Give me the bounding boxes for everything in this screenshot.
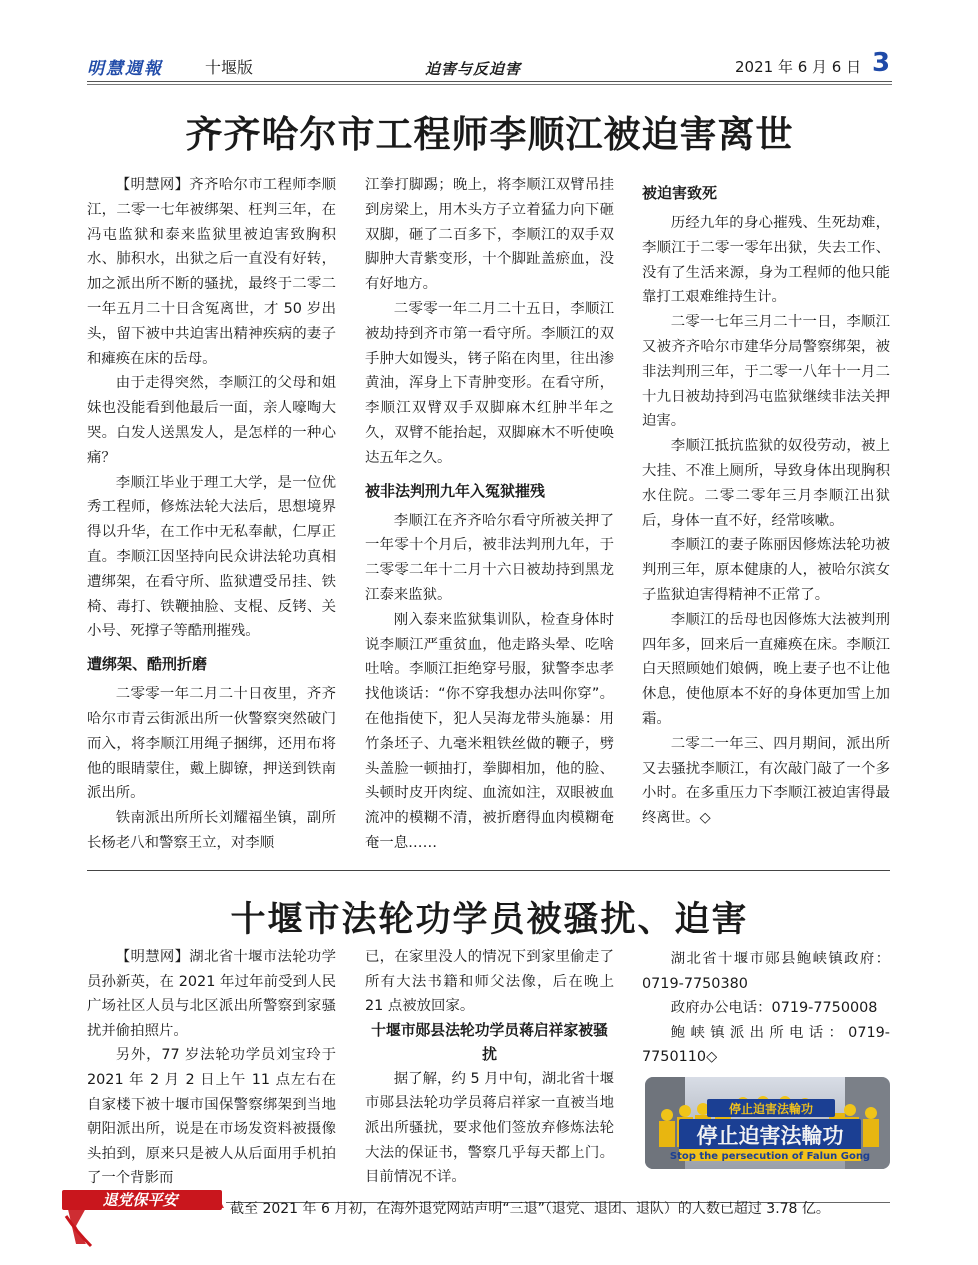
article2-column-1	[87, 945, 336, 1191]
article2-column-3	[642, 947, 890, 1070]
article2-headline: 十堰市法轮功学员被骚扰、迫害	[230, 900, 749, 940]
parade-photo	[645, 1077, 890, 1169]
paragraph: 历经九年的身心摧残、生死劫难，李顺江于二零一零年出狱，失去工作、没有了生活来源，身为工程师的他只能靠打工艰难维持生计。	[642, 215, 890, 306]
paragraph: 二零二一年三、四月期间，派出所又去骚扰李顺江，有次敲门敲了一个多小时。在多重压力下李顺江被迫害得最终离世。◇	[642, 735, 890, 827]
contact-paragraph: 湖北省十堰市郧县鲍峡镇政府：0719-7750380	[642, 951, 890, 992]
header-rule-thin	[87, 84, 892, 85]
subheading: 被非法判刑九年入冤狱摧残	[365, 481, 546, 500]
footer-badge-label: 退党保平安	[102, 1191, 178, 1209]
article1-column-2	[365, 173, 614, 856]
paragraph: 据了解，约 5 月中旬，湖北省十堰市郧县法轮功学员蒋启祥家一直被当地派出所骚扰，要求他们签放弃修炼法轮大法的保证书，警察几乎每天都上门。目前情况不详。	[365, 1070, 614, 1186]
paragraph: 由于走得突然，李顺江的父母和姐妹也没能看到他最后一面，亲人嚎啕大哭。白发人送黑发人，是怎样的一种心痛？	[87, 375, 336, 466]
paragraph: 已，在家里没人的情况下到家里偷走了所有大法书籍和师父法像，后在晚上 21 点被放回家。	[365, 949, 614, 1015]
paragraph: 二零零一年二月二十五日，李顺江被劫持到齐市第一看守所。李顺江的双手肿大如馒头，铐子陷在肉里，往出渗黄油，浑身上下青肿变形。在看守所，李顺江双臂双手双脚麻木红肿半年之久，双臂不能抬起，双脚麻木不听使唤达五年之久。	[365, 300, 614, 466]
page-number: 3	[872, 48, 891, 78]
article2-column-2	[365, 945, 614, 1190]
paragraph: 另外，77 岁法轮功学员刘宝玲于 2021 年 2 月 2 日上午 11 点左右在自家楼下被十堰市国保警察绑架到当地朝阳派出所，说是在市场发资料被摄像头拍到，原来只是被人从后面用手机拍了一个背影而	[87, 1047, 336, 1187]
contact-paragraph: 鲍峡镇派出所电话：0719-7750110◇	[642, 1024, 890, 1066]
article1-column-3	[642, 181, 890, 831]
footer-text: 截至 2021 年 6 月初，在海外退党网站声明“三退”（退党、退团、退队）的人数已超过 3.78 亿。	[230, 1201, 830, 1217]
contact-paragraph: 政府办公电话：0719-7750008	[670, 1000, 878, 1017]
footer-badge	[56, 1186, 231, 1254]
parade-illustration	[645, 1077, 890, 1169]
edition-label: 十堰版	[205, 58, 254, 77]
masthead: 明慧週報	[87, 59, 163, 79]
paragraph: 刚入泰来监狱集训队，检查身体时说李顺江严重贫血，他走路头晕、吃啥吐啥。李顺江拒绝穿号服，狱警李忠孝找他谈话：“你不穿我想办法叫你穿”。在他指使下，犯人吴海龙带头施暴：用竹条坯子、九毫米粗铁丝做的鞭子，劈头盖脸一顿抽打，拳脚相加，他的脸、头顿时皮开肉绽、血流如注，双眼被血流冲的模糊不清，被折磨得血肉模糊奄奄一息……	[365, 611, 614, 851]
paragraph: 二零一七年三月二十一日，李顺江又被齐齐哈尔市建华分局警察绑架，被非法判刑三年，于二零一八年十一月二十九日被劫持到冯屯监狱继续非法关押迫害。	[642, 314, 890, 430]
subheading: 遭绑架、酷刑折磨	[87, 655, 208, 674]
paragraph: 李顺江在齐齐哈尔看守所被关押了一年零十个月后，被非法判刑九年，于二零零二年十二月十六日被劫持到黑龙江泰来监狱。	[365, 512, 614, 603]
paragraph: 【明慧网】湖北省十堰市法轮功学员孙新英，在 2021 年过年前受到人民广场社区人员与北区派出所警察到家骚扰并偷拍照片。	[87, 949, 336, 1039]
paragraph: 李顺江的妻子陈丽因修炼法轮功被判刑三年，原本健康的人，被哈尔滨女子监狱迫害得精神不正常了。	[642, 537, 890, 603]
issue-date: 2021 年 6 月 6 日	[735, 58, 862, 76]
subheading: 十堰市郧县法轮功学员蒋启祥家被骚扰	[371, 1021, 608, 1063]
paragraph: 【明慧网】齐齐哈尔市工程师李顺江，二零一七年被绑架、枉判三年，在冯屯监狱和泰来监狱里被迫害致胸积水、肺积水，出狱之后一直没有好转，加之派出所不断的骚扰，最终于二零二一年五月二十日含冤离世，才 50 岁出头，留下被中共迫害出精神疾病的妻子和瘫痪在床的岳母。	[87, 177, 336, 367]
paragraph: 江拳打脚踢；晚上，将李顺江双臂吊挂到房梁上，用木头方子立着猛力向下砸双脚，砸了二百多下，李顺江的双手双脚肿大青紫变形，十个脚趾盖瘀血，没有好地方。	[365, 177, 614, 293]
paragraph: 二零零一年二月二十日夜里，齐齐哈尔市青云街派出所一伙警察突然破门而入，将李顺江用绳子捆绑，还用布将他的眼睛蒙住，戴上脚镣，押送到铁南派出所。	[87, 686, 336, 802]
article1-headline: 齐齐哈尔市工程师李顺江被迫害离世	[185, 113, 794, 156]
paragraph: 铁南派出所所长刘耀福坐镇，副所长杨老八和警察王立，对李顺	[87, 810, 336, 851]
photo-banner-zh: 停止迫害法輪功	[696, 1124, 844, 1148]
paragraph: 李顺江的岳母也因修炼大法被判刑四年多，回来后一直瘫痪在床。李顺江白天照顾她们娘俩，晚上妻子也不让他休息，使他原本不好的身体更加雪上加霜。	[642, 611, 890, 727]
subheading: 被迫害致死	[642, 184, 718, 202]
header-rule	[87, 81, 892, 82]
section-divider	[87, 870, 890, 871]
paragraph: 李顺江毕业于理工大学，是一位优秀工程师，修炼法轮大法后，思想境界得以升华，在工作中无私奉献，仁厚正直。李顺江因坚持向民众讲法轮功真相遭绑架，在看守所、监狱遭受吊挂、铁椅、毒打、铁鞭抽脸、支棍、反铐、关小号、死撑子等酷刑摧残。	[87, 474, 336, 640]
photo-banner-en: Stop the persecution of Falun Gong	[669, 1151, 871, 1162]
paragraph: 李顺江抵抗监狱的奴役劳动，被上大挂、不准上厕所，导致身体出现胸积水住院。二零二零年三月李顺江出狱后，身体一直不好，经常咳嗽。	[642, 438, 890, 529]
section-title: 迫害与反迫害	[425, 60, 522, 78]
svg-text:停止迫害法輪功: 停止迫害法輪功	[728, 1102, 814, 1116]
article1-column-1	[87, 173, 336, 856]
